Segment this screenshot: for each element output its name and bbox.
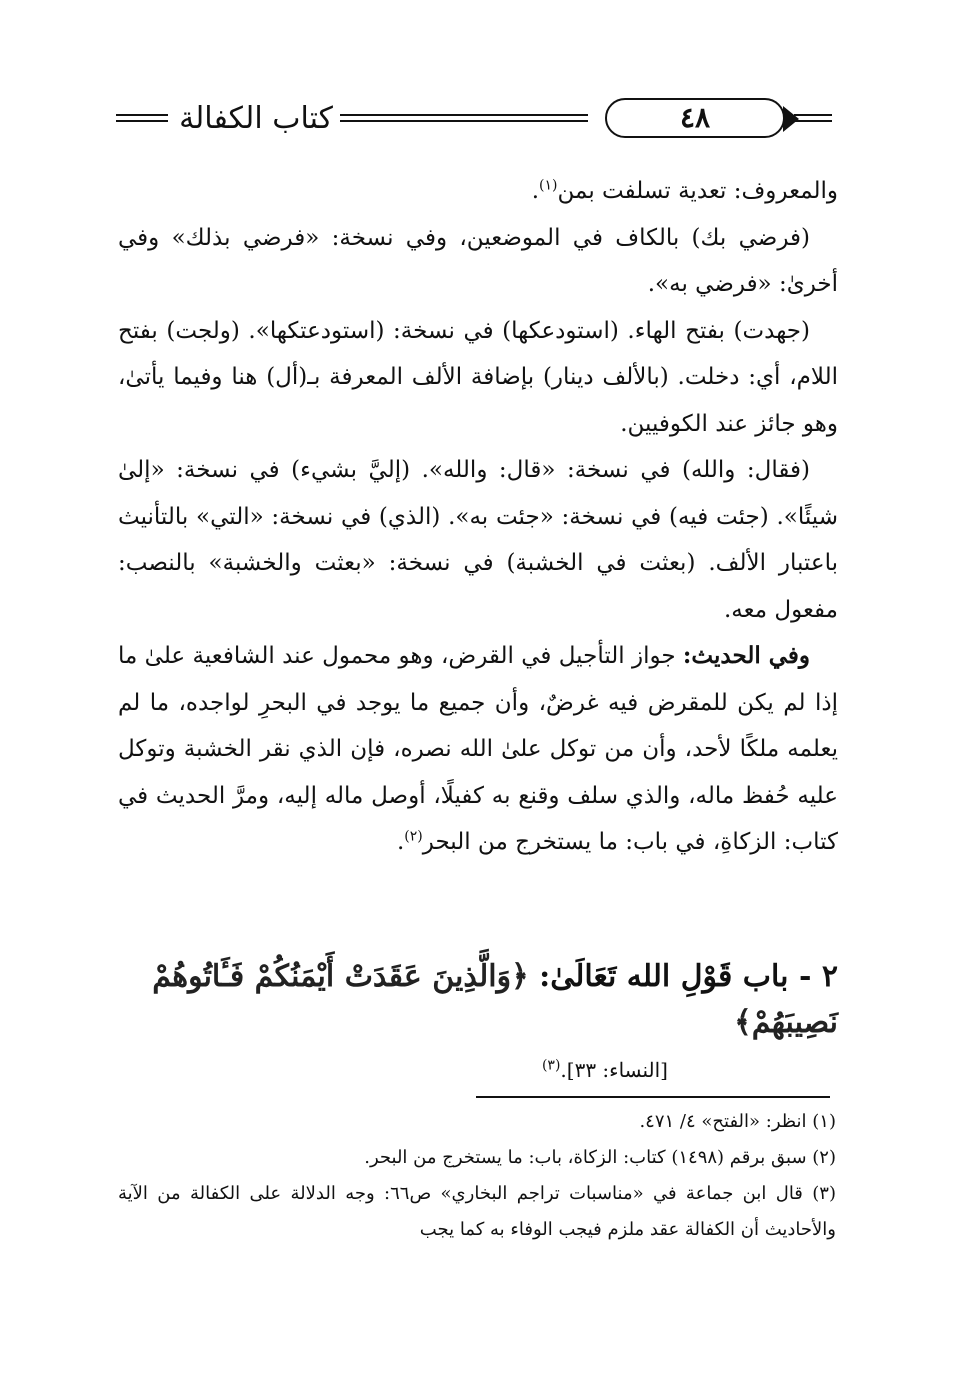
footnote-ref: (٣) [541,1057,561,1074]
book-title: كتاب الكفالة [179,101,333,136]
paragraph-3: (جهدت) بفتح الهاء. (استودعكها) في نسخة: (استودعتكها». (ولجت) بفتح اللام، أي: دخلت. (بالألف دينار) بإضافة الألف المعرفة بـ(أل) هنا وفيما يأتىٰ، وهو جائز عند الكوفيين. [118,317,838,437]
paragraph-5 [118,633,838,866]
chapter-section [118,954,838,1090]
running-header [100,98,840,146]
header-rule-right [794,114,832,124]
paragraph-4: (فقال: والله) في نسخة: «قال: والله». (إليَّ بشيء) في نسخة: «إلىٰ شيئًا». (جئت فيه) في نسخة: «جئت به». (الذي) في نسخة: «التي» بالتأنيث باعتبار الألف. (بعثت في الخشبة) في نسخة: «بعثت والخشبة» بالنصب: مفعول معه. [118,457,838,623]
footnotes [118,1104,836,1248]
footnote-3: (٣) قال ابن جماعة في «مناسبات تراجم البخاري» ص٦٦: وجه الدلالة على الكفالة من الآية والأحاديث أن الكفالة عقد ملزم فيجب الوفاء به كما يجب [118,1183,836,1240]
footnote-ref: (١) [539,177,558,194]
page-number-frame [605,98,785,138]
paragraph-2: (فرضي بك) بالكاف في الموضعين، وفي نسخة: «فرضي بذلك» وفي أخرىٰ: «فرضي به». [118,224,838,297]
paragraph-text: جواز التأجيل في القرض، وهو محمول عند الشافعية علىٰ ما إذا لم يكن للمقرض فيه غرضٌ، وأن جميع ما يوجد في البحرِ لواجده، ما لم يعلمه ملكًا لأحد، وأن من توكل علىٰ الله نصره، فإن الذي نقر الخشبة وتوكل عليه حُفظ ماله، والذي سلف وقنع به كفيلًا، أوصل ماله إليه، ومرَّ الحديث في كتاب: الزكاةِ، في باب: ما يستخرج من البحر [118,643,838,855]
paragraph-text: والمعروف: تعدية تسلفت بمن [557,178,838,204]
main-text [118,168,838,866]
page-number: ٤٨ [679,101,711,134]
header-rule-middle [340,114,588,124]
chapter-label: باب قَوْلِ الله تَعَالَىٰ: [539,959,789,994]
footnote-ref: (٢) [404,828,423,845]
paragraph-end: . [396,829,405,855]
chapter-heading [118,954,838,1046]
verse-citation: [النساء: ٣٣]. [560,1058,668,1082]
chapter-number: ٢ - [798,959,838,994]
header-rule-left [116,114,168,124]
paragraph-1 [118,168,838,215]
paragraph-end: . [531,178,540,204]
paragraph-lead: وفي الحديث: [682,642,811,669]
footnote-1: (١) انظر: «الفتح» ٤/ ٤٧١. [639,1111,836,1132]
verse-citation-line [118,1050,668,1090]
footnote-separator [476,1096,830,1098]
quran-verse: ﴿وَالَّذِينَ عَقَدَتْ أَيْمَنُكُمْ فَـَٔاتُوهُمْ نَصِيبَهُمْ﴾ [152,959,838,1040]
footnote-2: (٢) سبق برقم (١٤٩٨) كتاب: الزكاة، باب: ما يستخرج من البحر. [364,1147,836,1168]
